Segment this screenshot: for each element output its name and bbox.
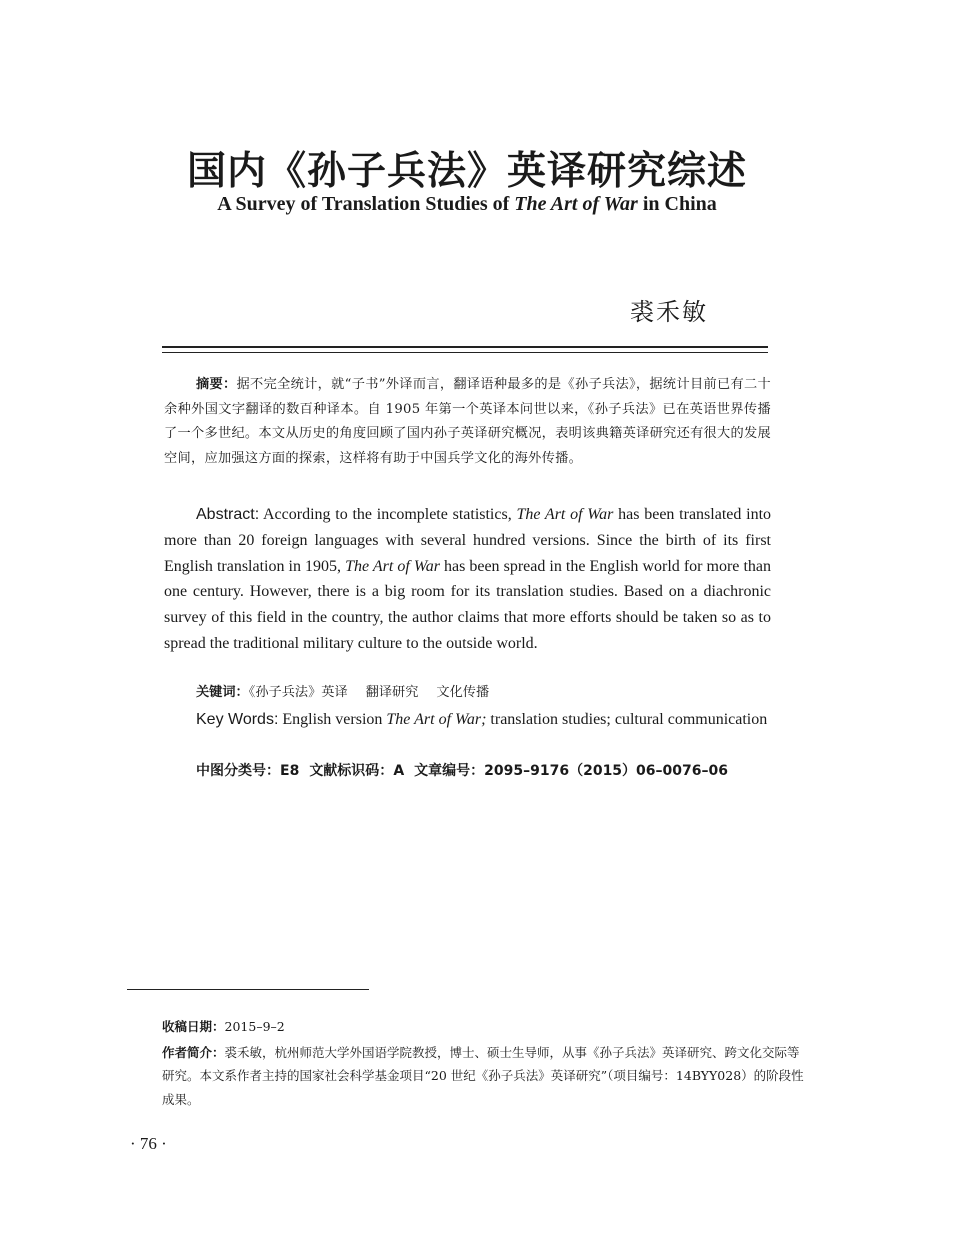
footnote-rule	[127, 989, 369, 990]
abstract-chinese	[164, 373, 771, 471]
classification-line	[196, 760, 728, 782]
author-bio-text: 裘禾敏，杭州师范大学外国语学院教授，博士、硕士生导师，从事《孙子兵法》英译研究、跨文化交际等研究。本文系作者主持的国家社会科学基金项目“20 世纪《孙子兵法》英译研究”（项目编号：14BYY028）的阶段性成果。	[162, 1044, 804, 1107]
keywords-en-part2: translation studies; cultural communication	[486, 711, 768, 728]
article-no-value: 2095–9176（2015）06–0076–06	[484, 763, 728, 779]
received-date-value: 2015–9–2	[224, 1019, 285, 1034]
keyword-cn-item: 翻译研究	[365, 685, 419, 700]
keyword-cn-item: 文化传播	[436, 685, 490, 700]
abstract-cn-label: 摘要：	[196, 377, 237, 392]
title-chinese: 国内《孙子兵法》英译研究综述	[186, 149, 747, 194]
title-en-prefix: A Survey of Translation Studies of	[217, 193, 515, 215]
received-date-label: 收稿日期：	[162, 1019, 225, 1034]
abstract-en-label: Abstract:	[196, 506, 260, 523]
keywords-chinese	[196, 682, 489, 704]
header-rule-thin	[162, 352, 768, 353]
header-rule-thick	[162, 346, 768, 348]
title-en-suffix: in China	[637, 193, 717, 215]
doc-code-value: A	[393, 763, 405, 779]
keywords-en-label: Key Words:	[196, 711, 279, 728]
clc-value: E8	[280, 763, 300, 779]
abstract-en-book2: The Art of War	[345, 557, 440, 575]
abstract-en-book1: The Art of War	[516, 506, 614, 523]
title-en-book: The Art of War	[514, 193, 638, 215]
doc-code-label: 文献标识码：	[309, 763, 394, 779]
title-english	[0, 193, 934, 216]
abstract-english	[164, 502, 771, 657]
abstract-cn-text: 据不完全统计，就“子书”外译而言，翻译语种最多的是《孙子兵法》，据统计目前已有二十余种外国文字翻译的数百种译本。自 1905 年第一个英译本问世以来，《孙子兵法》已在英语世界传播了一个多世纪。本文从历史的角度回顾了国内孙子英译研究概况，表明该典籍英译研究还有很大的发展空间，应加强这方面的探索，这样将有助于中国兵学文化的海外传播。	[164, 377, 771, 466]
article-no-label: 文章编号：	[414, 763, 485, 779]
keywords-en-part1: English version	[278, 711, 387, 728]
keyword-cn-item: 《孙子兵法》英译	[248, 685, 348, 700]
abstract-en-part3: has been spread in the English world for more than one century. However, there is a big room for its translation studies. Based on a diachronic survey of this field in the country, the author claims that more efforts should be taken so as to spread the traditional military culture to the outside world.	[164, 557, 772, 652]
keywords-en-book: The Art of War;	[386, 711, 487, 728]
abstract-en-part2: has been translated into more than 20 foreign languages with several hundred versions. Since the birth of its first English translation in 1905,	[164, 506, 772, 575]
page-number: · 76 ·	[130, 1134, 167, 1153]
footnote	[130, 1015, 812, 1111]
clc-label: 中图分类号：	[196, 763, 280, 779]
keywords-english	[164, 707, 771, 733]
author-name: 裘禾敏	[630, 298, 708, 326]
abstract-en-part1: According to the incomplete statistics,	[259, 506, 517, 523]
author-bio-label: 作者简介：	[162, 1044, 225, 1060]
keywords-cn-label: 关键词：	[196, 685, 249, 700]
